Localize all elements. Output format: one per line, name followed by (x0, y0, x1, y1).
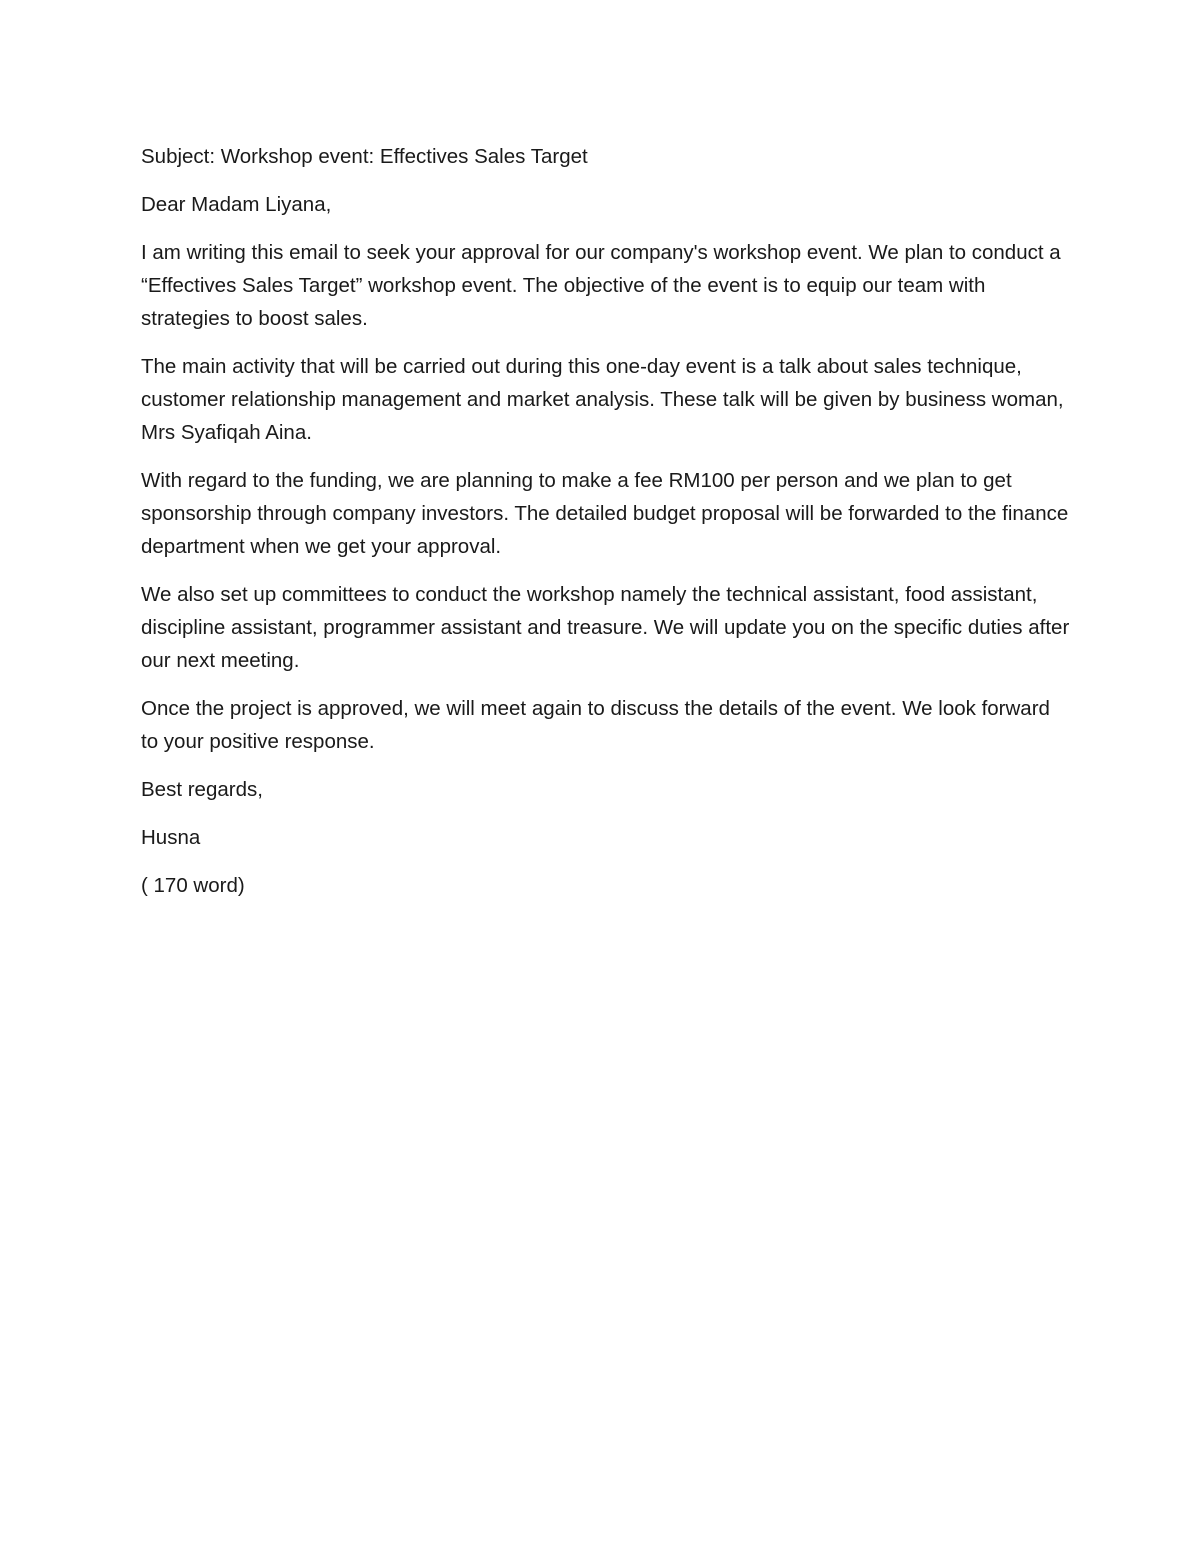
letter-signature: Husna (141, 826, 201, 849)
letter-subject: Subject: Workshop event: Effectives Sales Target (141, 145, 588, 168)
letter-salutation: Dear Madam Liyana, (141, 193, 332, 216)
paragraph-committees: We also set up committees to conduct the workshop namely the technical assistant, food assistant, discipline assistant, programmer assistant and treasure. We will update you on the specific duties after our next meeting. (141, 583, 1070, 672)
paragraph-main-activity: The main activity that will be carried out during this one-day event is a talk about sales technique, customer relationship management and market analysis. These talk will be given by business woman, Mrs Syafiqah Aina. (141, 355, 1064, 444)
word-count: ( 170 word) (141, 874, 245, 897)
paragraph-approval-request: I am writing this email to seek your approval for our company's workshop event. We plan to conduct a “Effectives Sales Target” workshop event. The objective of the event is to equip our team with strategies to boost sales. (141, 241, 1061, 330)
letter-body (141, 140, 1071, 917)
letter-closing: Best regards, (141, 778, 263, 801)
paragraph-next-steps: Once the project is approved, we will meet again to discuss the details of the event. We look forward to your positive response. (141, 697, 1050, 753)
paragraph-funding: With regard to the funding, we are planning to make a fee RM100 per person and we plan to get sponsorship through company investors. The detailed budget proposal will be forwarded to the finance department when we get your approval. (141, 469, 1069, 558)
